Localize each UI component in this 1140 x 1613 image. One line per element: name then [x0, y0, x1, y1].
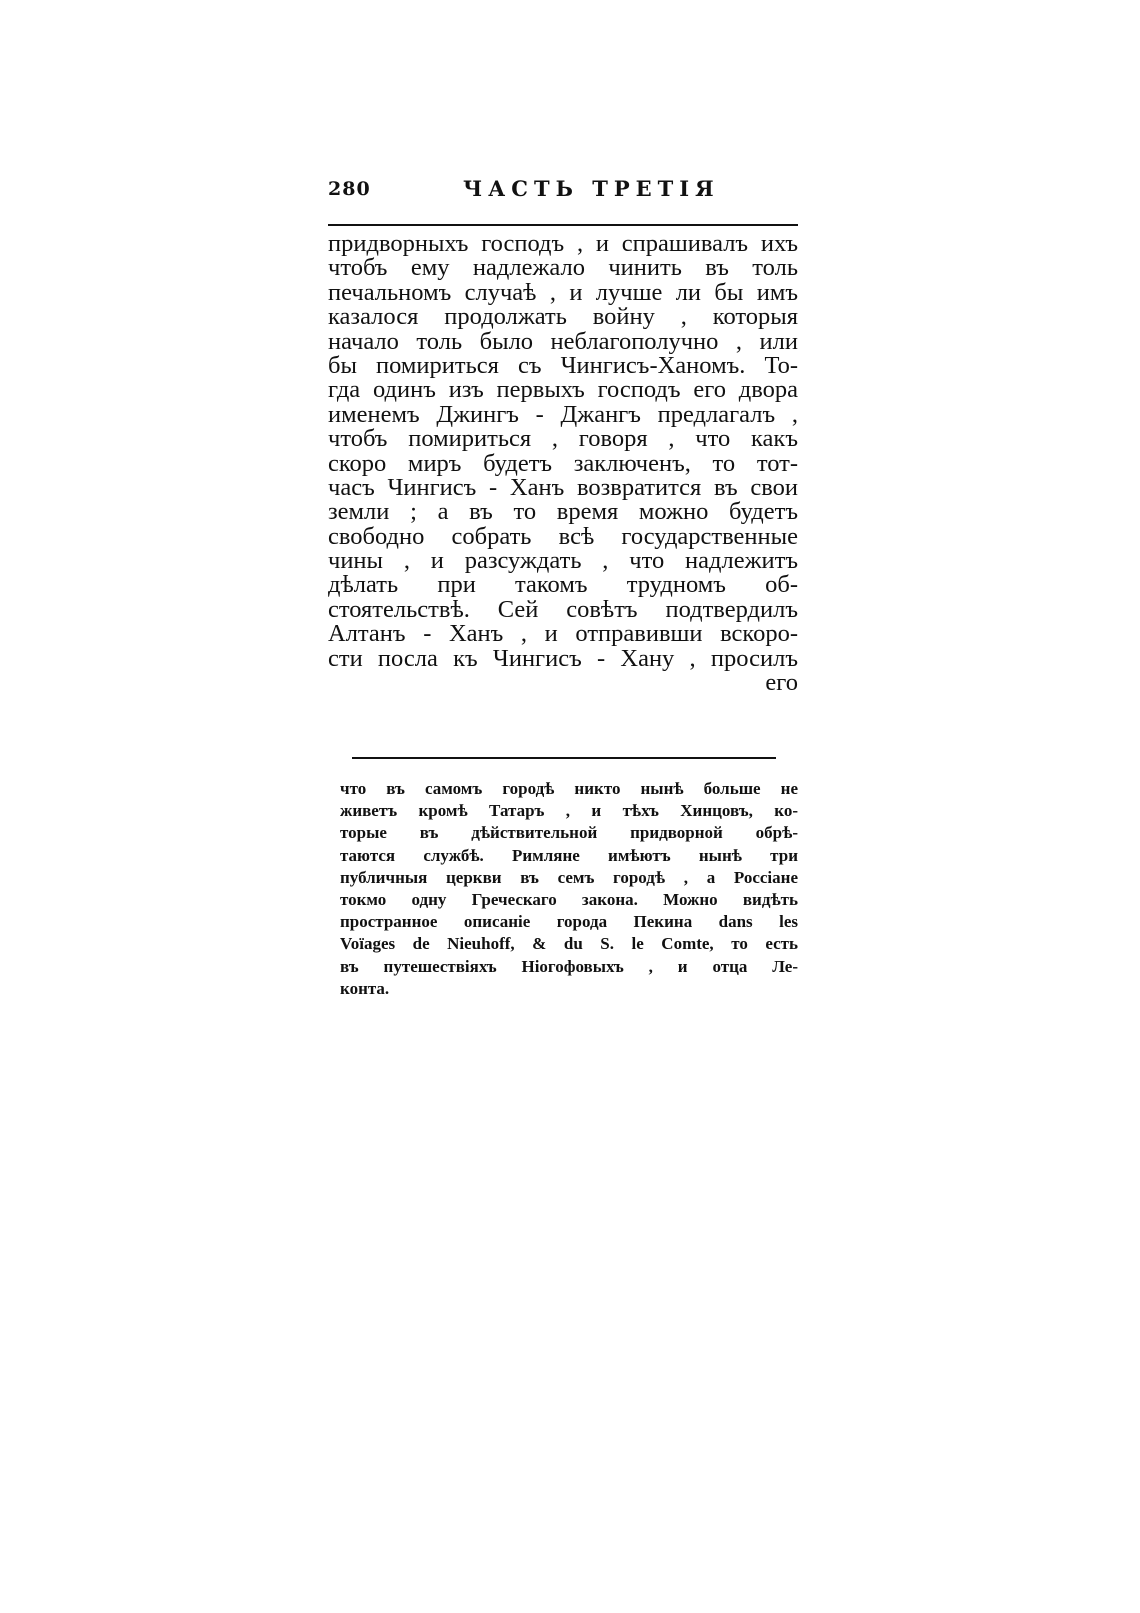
- main-text-line: казалося продолжать войну , которыя: [328, 303, 798, 331]
- main-text-line: земли ; а въ то время можно будетъ: [328, 498, 798, 526]
- main-text-block: [328, 232, 798, 695]
- main-text-line: гда одинъ изъ первыхъ господъ его двора: [328, 376, 798, 404]
- footnote-line: Voïages de Nieuhoff, & du S. le Comte, то есть: [340, 934, 798, 954]
- main-text-line: придворныхъ господъ , и спрашивалъ ихъ: [328, 230, 798, 257]
- footnote-line: токмо одну Греческаго закона. Можно видѣть: [340, 889, 798, 909]
- footnote-line: конта.: [340, 978, 390, 998]
- footnote-line: пространное описаніе города Пекина dans les: [340, 912, 798, 932]
- main-text-line: бы помириться съ Чингисъ-Ханомъ. То-: [328, 351, 798, 379]
- main-text-line: чтобъ помириться , говоря , что какъ: [328, 425, 798, 453]
- footnote-line: живетъ кромѣ Татаръ , и тѣхъ Хинцовъ, ко-: [340, 801, 798, 821]
- main-text-line: Алтанъ - Ханъ , и отправивши вскоро-: [328, 620, 798, 648]
- main-text-line: чтобъ ему надлежало чинить въ толь: [328, 254, 798, 282]
- footnote-line: публичныя церкви въ семъ городѣ , а Россіане: [340, 867, 798, 887]
- main-text-line: именемъ Джингъ - Джангъ предлагалъ ,: [328, 400, 798, 428]
- running-title: ЧАСТЬ ТРЕТІЯ: [463, 176, 720, 201]
- page-number: 280: [328, 178, 371, 200]
- catchword: его: [765, 669, 798, 697]
- main-text-line: скоро миръ будетъ заключенъ, то тот-: [328, 449, 798, 477]
- header-rule: [328, 224, 798, 226]
- footnote-rule: [352, 757, 776, 759]
- main-text-line: свободно собрать всѣ государственные: [328, 522, 798, 550]
- main-text-line: чины , и разсуждать , что надлежитъ: [328, 547, 798, 575]
- main-text-line: часъ Чингисъ - Ханъ возвратится въ свои: [328, 473, 798, 501]
- main-text-line: стоятельствѣ. Сей совѣтъ подтвердилъ: [328, 595, 798, 623]
- footnote-line: что въ самомъ городѣ никто нынѣ больше не: [340, 779, 798, 798]
- footnote-block: [340, 778, 798, 1000]
- main-text-line: дѣлать при такомъ трудномъ об-: [328, 571, 798, 599]
- footnote-line: торые въ дѣйствительной придворной обрѣ-: [340, 823, 798, 843]
- main-text-line: сти посла къ Чингисъ - Хану , просилъ: [328, 644, 798, 672]
- footnote-line: въ путешествіяхъ Ніогофовыхъ , и отца Ле-: [340, 956, 798, 976]
- main-text-line: печальномъ случаѣ , и лучше ли бы имъ: [328, 278, 798, 306]
- main-text-line: начало толь было неблагополучно , или: [328, 327, 798, 355]
- footnote-line: таются службѣ. Римляне имѣютъ нынѣ три: [340, 845, 798, 865]
- page-header: [328, 178, 798, 214]
